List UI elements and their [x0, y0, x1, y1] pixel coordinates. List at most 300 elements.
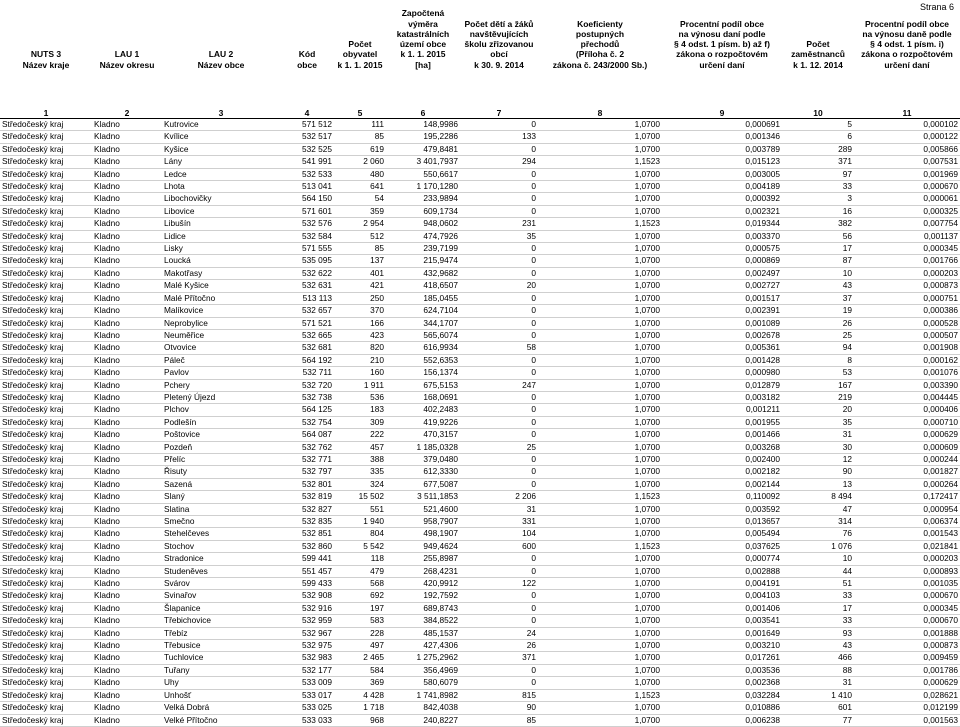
cell-koeficient: 1,1523: [538, 689, 662, 701]
table-row: [0, 193, 960, 205]
cell-deti: 0: [460, 354, 538, 366]
header-okres: LAU 1 Název okresu: [99, 49, 155, 70]
cell-obec: Lhota: [162, 181, 280, 193]
cell-vymera: 612,3330: [386, 466, 460, 478]
table-row: [0, 491, 960, 503]
table-row: [0, 627, 960, 639]
table-row: [0, 131, 960, 143]
cell-podil-bf: 0,000575: [662, 243, 782, 255]
cell-okres: Kladno: [92, 491, 162, 503]
cell-zamestnanci: 8: [782, 354, 854, 366]
cell-deti: 26: [460, 640, 538, 652]
cell-okres: Kladno: [92, 590, 162, 602]
cell-obyvatel: 335: [334, 466, 386, 478]
cell-okres: Kladno: [92, 243, 162, 255]
table-row: [0, 243, 960, 255]
cell-kraj: Středočeský kraj: [0, 354, 92, 366]
cell-podil-bf: 0,003210: [662, 640, 782, 652]
cell-vymera: 427,4306: [386, 640, 460, 652]
cell-kraj: Středočeský kraj: [0, 143, 92, 155]
cell-podil-i: 0,000122: [854, 131, 960, 143]
cell-okres: Kladno: [92, 267, 162, 279]
cell-kraj: Středočeský kraj: [0, 602, 92, 614]
cell-obyvatel: 804: [334, 528, 386, 540]
cell-obec: Stochov: [162, 540, 280, 552]
cell-podil-i: 0,001827: [854, 466, 960, 478]
cell-obyvatel: 423: [334, 329, 386, 341]
cell-obyvatel: 2 060: [334, 156, 386, 168]
cell-obyvatel: 388: [334, 453, 386, 465]
cell-okres: Kladno: [92, 391, 162, 403]
cell-obyvatel: 583: [334, 615, 386, 627]
cell-podil-i: 0,000710: [854, 416, 960, 428]
cell-obyvatel: 359: [334, 205, 386, 217]
cell-podil-i: 0,006374: [854, 516, 960, 528]
cell-podil-i: 0,000751: [854, 292, 960, 304]
cell-kod: 571 521: [280, 317, 334, 329]
cell-obec: Slatina: [162, 503, 280, 515]
cell-deti: 0: [460, 453, 538, 465]
cell-kraj: Středočeský kraj: [0, 627, 92, 639]
cell-vymera: 616,9934: [386, 342, 460, 354]
cell-okres: Kladno: [92, 168, 162, 180]
cell-podil-bf: 0,002497: [662, 267, 782, 279]
table-row: [0, 255, 960, 267]
cell-kraj: Středočeský kraj: [0, 329, 92, 341]
table-row: [0, 516, 960, 528]
cell-obyvatel: 369: [334, 677, 386, 689]
table-row: [0, 404, 960, 416]
cell-deti: 294: [460, 156, 538, 168]
cell-koeficient: 1,0700: [538, 528, 662, 540]
table-row: [0, 714, 960, 726]
cell-podil-i: 0,028621: [854, 689, 960, 701]
cell-kod: 532 983: [280, 652, 334, 664]
cell-deti: 0: [460, 243, 538, 255]
cell-obec: Páleč: [162, 354, 280, 366]
cell-obec: Stradonice: [162, 553, 280, 565]
cell-kod: 564 087: [280, 429, 334, 441]
cell-koeficient: 1,0700: [538, 664, 662, 676]
cell-kod: 532 835: [280, 516, 334, 528]
cell-kraj: Středočeský kraj: [0, 205, 92, 217]
cell-podil-bf: 0,001955: [662, 416, 782, 428]
cell-okres: Kladno: [92, 342, 162, 354]
cell-podil-i: 0,001908: [854, 342, 960, 354]
cell-kod: 532 584: [280, 230, 334, 242]
cell-podil-i: 0,000406: [854, 404, 960, 416]
cell-obec: Lisky: [162, 243, 280, 255]
cell-obyvatel: 2 954: [334, 218, 386, 230]
cell-koeficient: 1,0700: [538, 391, 662, 403]
table-row: [0, 317, 960, 329]
cell-okres: Kladno: [92, 317, 162, 329]
cell-okres: Kladno: [92, 230, 162, 242]
cell-podil-i: 0,000325: [854, 205, 960, 217]
cell-obyvatel: 401: [334, 267, 386, 279]
column-number-row: [0, 106, 960, 119]
cell-obec: Pavlov: [162, 367, 280, 379]
cell-kraj: Středočeský kraj: [0, 280, 92, 292]
cell-zamestnanci: 88: [782, 664, 854, 676]
cell-vymera: 677,5087: [386, 478, 460, 490]
cell-obec: Poštovice: [162, 429, 280, 441]
cell-obec: Třebíz: [162, 627, 280, 639]
cell-vymera: 233,9894: [386, 193, 460, 205]
cell-kraj: Středočeský kraj: [0, 714, 92, 726]
cell-podil-bf: 0,000691: [662, 119, 782, 131]
table-row: [0, 652, 960, 664]
cell-obec: Lány: [162, 156, 280, 168]
cell-deti: 0: [460, 255, 538, 267]
cell-deti: 90: [460, 702, 538, 714]
cell-obec: Svárov: [162, 578, 280, 590]
cell-okres: Kladno: [92, 677, 162, 689]
cell-kod: 532 681: [280, 342, 334, 354]
cell-podil-bf: 0,002727: [662, 280, 782, 292]
cell-deti: 0: [460, 193, 538, 205]
cell-kraj: Středočeský kraj: [0, 565, 92, 577]
cell-podil-i: 0,000873: [854, 640, 960, 652]
cell-podil-i: 0,000670: [854, 590, 960, 602]
cell-zamestnanci: 16: [782, 205, 854, 217]
cell-obyvatel: 421: [334, 280, 386, 292]
cell-zamestnanci: 12: [782, 453, 854, 465]
cell-okres: Kladno: [92, 255, 162, 267]
cell-podil-i: 0,000264: [854, 478, 960, 490]
cell-deti: 815: [460, 689, 538, 701]
table-row: [0, 528, 960, 540]
header-podil-bf: Procentní podíl obce na výnosu daní podle § 4 odst. 1 písm. b) až f) zákona o rozpočtovém určení daní: [674, 18, 770, 70]
cell-obec: Velká Dobrá: [162, 702, 280, 714]
cell-zamestnanci: 90: [782, 466, 854, 478]
cell-deti: 122: [460, 578, 538, 590]
cell-kod: 533 025: [280, 702, 334, 714]
cell-koeficient: 1,0700: [538, 652, 662, 664]
cell-obec: Neuměřice: [162, 329, 280, 341]
cell-podil-bf: 0,015123: [662, 156, 782, 168]
cell-podil-bf: 0,003370: [662, 230, 782, 242]
cell-deti: 0: [460, 429, 538, 441]
cell-okres: Kladno: [92, 640, 162, 652]
cell-podil-i: 0,001969: [854, 168, 960, 180]
table-row: [0, 466, 960, 478]
cell-kraj: Středočeský kraj: [0, 677, 92, 689]
cell-koeficient: 1,0700: [538, 677, 662, 689]
cell-kod: 599 441: [280, 553, 334, 565]
cell-vymera: 156,1374: [386, 367, 460, 379]
cell-obec: Svinařov: [162, 590, 280, 602]
cell-kraj: Středočeský kraj: [0, 218, 92, 230]
cell-podil-i: 0,001076: [854, 367, 960, 379]
cell-kod: 532 657: [280, 305, 334, 317]
cell-vymera: 474,7926: [386, 230, 460, 242]
cell-obec: Smečno: [162, 516, 280, 528]
cell-vymera: 420,9912: [386, 578, 460, 590]
cell-kod: 532 576: [280, 218, 334, 230]
cell-deti: 600: [460, 540, 538, 552]
cell-vymera: 948,0602: [386, 218, 460, 230]
cell-vymera: 949,4624: [386, 540, 460, 552]
cell-deti: 0: [460, 205, 538, 217]
cell-deti: 0: [460, 367, 538, 379]
cell-podil-i: 0,172417: [854, 491, 960, 503]
cell-podil-bf: 0,001406: [662, 602, 782, 614]
header-kod: Kód obce: [297, 49, 317, 70]
cell-koeficient: 1,0700: [538, 702, 662, 714]
table-row: [0, 354, 960, 366]
cell-vymera: 958,7907: [386, 516, 460, 528]
cell-okres: Kladno: [92, 714, 162, 726]
cell-koeficient: 1,0700: [538, 553, 662, 565]
cell-obyvatel: 118: [334, 553, 386, 565]
cell-kod: 533 017: [280, 689, 334, 701]
cell-okres: Kladno: [92, 416, 162, 428]
table-row: [0, 205, 960, 217]
cell-kod: 571 555: [280, 243, 334, 255]
cell-deti: 0: [460, 565, 538, 577]
cell-kod: 564 150: [280, 193, 334, 205]
cell-zamestnanci: 97: [782, 168, 854, 180]
table-row: [0, 168, 960, 180]
cell-vymera: 580,6079: [386, 677, 460, 689]
cell-kraj: Středočeský kraj: [0, 652, 92, 664]
cell-zamestnanci: 19: [782, 305, 854, 317]
cell-obyvatel: 54: [334, 193, 386, 205]
cell-obyvatel: 324: [334, 478, 386, 490]
cell-podil-bf: 0,013657: [662, 516, 782, 528]
cell-kod: 541 991: [280, 156, 334, 168]
cell-zamestnanci: 87: [782, 255, 854, 267]
cell-koeficient: 1,0700: [538, 466, 662, 478]
cell-koeficient: 1,1523: [538, 218, 662, 230]
cell-obyvatel: 85: [334, 131, 386, 143]
cell-podil-i: 0,000507: [854, 329, 960, 341]
cell-okres: Kladno: [92, 689, 162, 701]
cell-vymera: 624,7104: [386, 305, 460, 317]
cell-kod: 532 517: [280, 131, 334, 143]
cell-koeficient: 1,0700: [538, 354, 662, 366]
cell-zamestnanci: 314: [782, 516, 854, 528]
cell-koeficient: 1,0700: [538, 342, 662, 354]
cell-podil-bf: 0,019344: [662, 218, 782, 230]
cell-podil-i: 0,001543: [854, 528, 960, 540]
cell-obec: Pchery: [162, 379, 280, 391]
cell-zamestnanci: 17: [782, 602, 854, 614]
cell-obyvatel: 160: [334, 367, 386, 379]
cell-deti: 58: [460, 342, 538, 354]
cell-obec: Unhošť: [162, 689, 280, 701]
cell-koeficient: 1,0700: [538, 453, 662, 465]
table-row: [0, 391, 960, 403]
cell-obec: Libochovičky: [162, 193, 280, 205]
cell-podil-i: 0,000528: [854, 317, 960, 329]
cell-koeficient: 1,0700: [538, 181, 662, 193]
cell-zamestnanci: 3: [782, 193, 854, 205]
cell-zamestnanci: 51: [782, 578, 854, 590]
cell-podil-i: 0,001137: [854, 230, 960, 242]
cell-zamestnanci: 1 410: [782, 689, 854, 701]
cell-obec: Řisuty: [162, 466, 280, 478]
cell-kraj: Středočeský kraj: [0, 516, 92, 528]
table-row: [0, 478, 960, 490]
cell-koeficient: 1,0700: [538, 131, 662, 143]
table-row: [0, 230, 960, 242]
cell-podil-i: 0,000203: [854, 267, 960, 279]
page-label: Strana 6: [919, 2, 954, 12]
cell-podil-bf: 0,004103: [662, 590, 782, 602]
table-row: [0, 280, 960, 292]
cell-okres: Kladno: [92, 664, 162, 676]
cell-kraj: Středočeský kraj: [0, 553, 92, 565]
cell-vymera: 3 511,1853: [386, 491, 460, 503]
cell-deti: 0: [460, 553, 538, 565]
cell-deti: 0: [460, 478, 538, 490]
cell-vymera: 168,0691: [386, 391, 460, 403]
cell-vymera: 552,6353: [386, 354, 460, 366]
cell-zamestnanci: 26: [782, 317, 854, 329]
cell-obec: Třebichovice: [162, 615, 280, 627]
cell-obyvatel: 968: [334, 714, 386, 726]
table-row: [0, 640, 960, 652]
cell-okres: Kladno: [92, 540, 162, 552]
cell-kod: 571 601: [280, 205, 334, 217]
cell-okres: Kladno: [92, 652, 162, 664]
cell-vymera: 689,8743: [386, 602, 460, 614]
cell-zamestnanci: 6: [782, 131, 854, 143]
cell-zamestnanci: 43: [782, 280, 854, 292]
cell-zamestnanci: 1 076: [782, 540, 854, 552]
cell-zamestnanci: 466: [782, 652, 854, 664]
cell-podil-i: 0,000893: [854, 565, 960, 577]
column-number: 10: [782, 106, 854, 119]
cell-vymera: 419,9226: [386, 416, 460, 428]
cell-podil-i: 0,001786: [854, 664, 960, 676]
table-row: [0, 367, 960, 379]
cell-obyvatel: 222: [334, 429, 386, 441]
cell-vymera: 239,7199: [386, 243, 460, 255]
cell-obec: Tuchlovice: [162, 652, 280, 664]
column-number: 6: [386, 106, 460, 119]
cell-vymera: 498,1907: [386, 528, 460, 540]
cell-kraj: Středočeský kraj: [0, 168, 92, 180]
cell-vymera: 470,3157: [386, 429, 460, 441]
cell-zamestnanci: 219: [782, 391, 854, 403]
cell-podil-i: 0,000345: [854, 602, 960, 614]
cell-obec: Šlapanice: [162, 602, 280, 614]
cell-podil-bf: 0,003182: [662, 391, 782, 403]
cell-obyvatel: 5 542: [334, 540, 386, 552]
cell-okres: Kladno: [92, 292, 162, 304]
cell-koeficient: 1,0700: [538, 267, 662, 279]
cell-podil-bf: 0,001211: [662, 404, 782, 416]
cell-kod: 599 433: [280, 578, 334, 590]
cell-okres: Kladno: [92, 578, 162, 590]
cell-obec: Studeněves: [162, 565, 280, 577]
cell-deti: 20: [460, 280, 538, 292]
cell-kraj: Středočeský kraj: [0, 391, 92, 403]
cell-kod: 564 192: [280, 354, 334, 366]
cell-obec: Podlešín: [162, 416, 280, 428]
cell-podil-bf: 0,110092: [662, 491, 782, 503]
table-row: [0, 615, 960, 627]
cell-vymera: 842,4038: [386, 702, 460, 714]
cell-obec: Uhy: [162, 677, 280, 689]
cell-okres: Kladno: [92, 379, 162, 391]
cell-kraj: Středočeský kraj: [0, 317, 92, 329]
cell-deti: 24: [460, 627, 538, 639]
cell-deti: 0: [460, 416, 538, 428]
table-row: [0, 553, 960, 565]
cell-koeficient: 1,0700: [538, 143, 662, 155]
cell-deti: 0: [460, 329, 538, 341]
cell-kraj: Středočeský kraj: [0, 702, 92, 714]
cell-kraj: Středočeský kraj: [0, 590, 92, 602]
cell-podil-i: 0,003390: [854, 379, 960, 391]
cell-koeficient: 1,0700: [538, 317, 662, 329]
cell-podil-bf: 0,017261: [662, 652, 782, 664]
header-podil-i: Procentní podíl obce na výnosu daně podle § 4 odst. 1 písm. i) zákona o rozpočtovém určení daní: [861, 18, 953, 70]
table-row: [0, 429, 960, 441]
cell-kraj: Středočeský kraj: [0, 503, 92, 515]
cell-obyvatel: 692: [334, 590, 386, 602]
cell-obyvatel: 15 502: [334, 491, 386, 503]
cell-obyvatel: 497: [334, 640, 386, 652]
cell-kod: 532 762: [280, 441, 334, 453]
cell-okres: Kladno: [92, 429, 162, 441]
cell-obec: Přelíc: [162, 453, 280, 465]
cell-deti: 0: [460, 466, 538, 478]
cell-kraj: Středočeský kraj: [0, 478, 92, 490]
cell-podil-bf: 0,001089: [662, 317, 782, 329]
cell-koeficient: 1,0700: [538, 640, 662, 652]
cell-zamestnanci: 33: [782, 590, 854, 602]
cell-koeficient: 1,0700: [538, 627, 662, 639]
cell-kod: 532 959: [280, 615, 334, 627]
cell-podil-i: 0,000670: [854, 181, 960, 193]
cell-obyvatel: 457: [334, 441, 386, 453]
cell-zamestnanci: 37: [782, 292, 854, 304]
cell-obec: Libušín: [162, 218, 280, 230]
header-obyvatel: Počet obyvatel k 1. 1. 2015: [337, 39, 383, 70]
cell-kraj: Středočeský kraj: [0, 255, 92, 267]
cell-obyvatel: 820: [334, 342, 386, 354]
cell-kod: 513 041: [280, 181, 334, 193]
cell-obec: Loucká: [162, 255, 280, 267]
cell-kod: 532 801: [280, 478, 334, 490]
header-zamestnanci: Počet zaměstnanců k 1. 12. 2014: [791, 39, 845, 70]
table-row: [0, 590, 960, 602]
cell-obec: Kutrovice: [162, 119, 280, 131]
cell-okres: Kladno: [92, 205, 162, 217]
cell-okres: Kladno: [92, 528, 162, 540]
cell-deti: 0: [460, 317, 538, 329]
cell-podil-i: 0,000670: [854, 615, 960, 627]
cell-kraj: Středočeský kraj: [0, 156, 92, 168]
table-row: [0, 218, 960, 230]
cell-podil-bf: 0,002182: [662, 466, 782, 478]
table-row: [0, 702, 960, 714]
cell-okres: Kladno: [92, 602, 162, 614]
cell-podil-bf: 0,032284: [662, 689, 782, 701]
cell-deti: 0: [460, 143, 538, 155]
cell-deti: 0: [460, 404, 538, 416]
cell-deti: 0: [460, 292, 538, 304]
cell-zamestnanci: 33: [782, 181, 854, 193]
cell-okres: Kladno: [92, 367, 162, 379]
cell-zamestnanci: 10: [782, 267, 854, 279]
cell-podil-i: 0,009459: [854, 652, 960, 664]
